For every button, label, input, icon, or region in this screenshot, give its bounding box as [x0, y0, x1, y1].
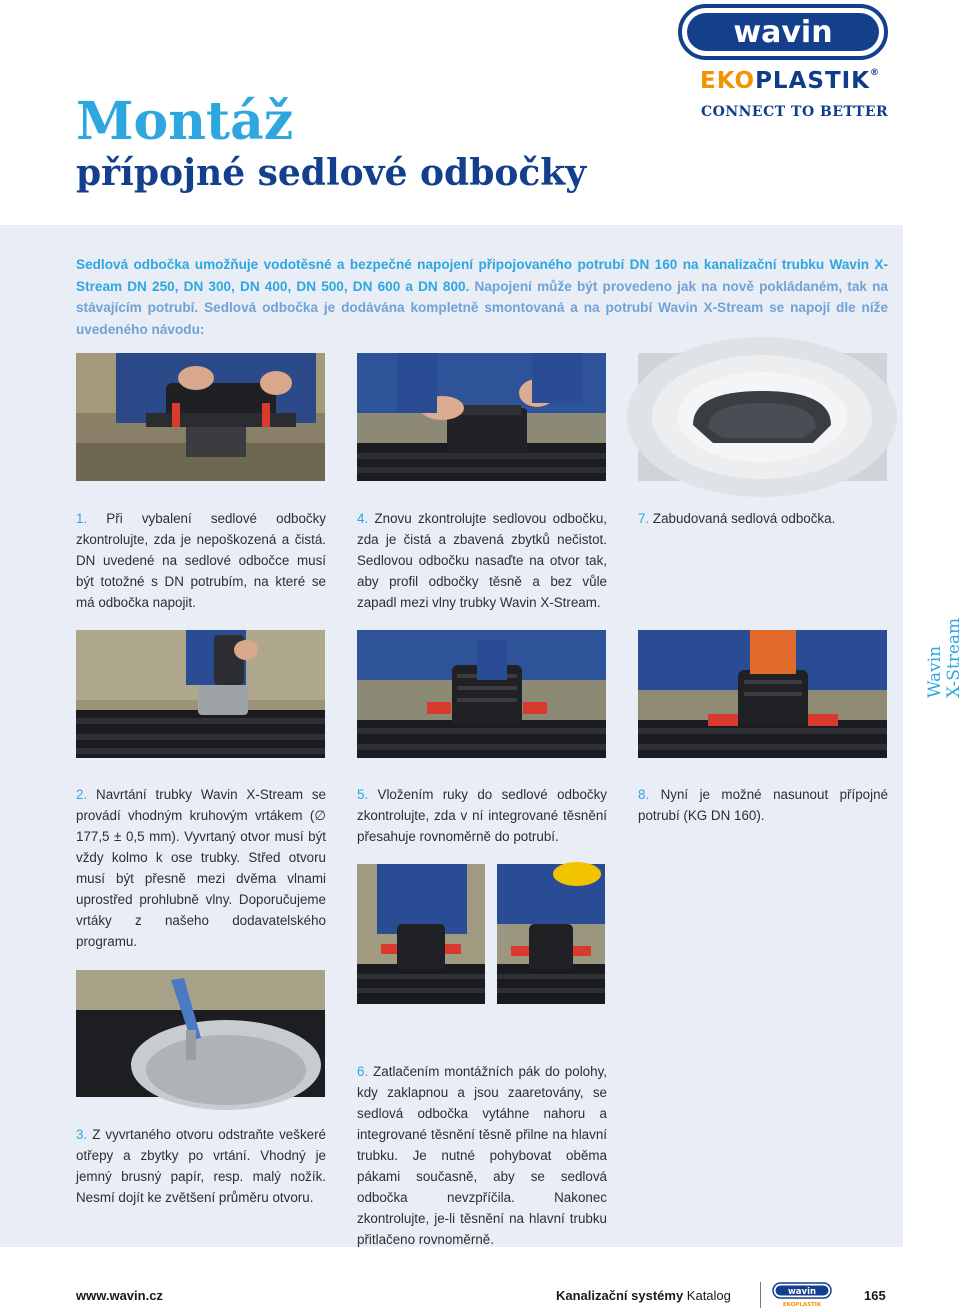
footer-divider: [760, 1282, 761, 1308]
wavin-logo: [678, 4, 888, 60]
intro-paragraph: Sedlová odbočka umožňuje vodotěsné a bezpečné napojení připojovaného potrubí DN 160 na kanalizační trubku Wavin X-Stream DN 250, DN 300, DN 400, DN 500, DN 600 a DN 800. Napojení může být provedeno jak na nově pokládaném, tak na stávajícím potrubí. Sedlová odbočka je dodávána kompletně smontovaná a na potrubí Wavin X-Stream se napojí dle níže uvedeného návodu:: [76, 257, 888, 337]
svg-text:wavin: wavin: [787, 1287, 817, 1297]
svg-text:EKOPLASTIK: EKOPLASTIK: [782, 1302, 822, 1308]
step-3-text: 3. Z vyvrtaného otvoru odstraňte veškeré otřepy a zbytky po vrtání. Vhodný je jemný brusný papír, resp. malý nožík. Nesmí dojít ke zvětšení průměru otvoru.: [76, 1127, 326, 1205]
step-1-text: 1. Při vybalení sedlové odbočky zkontrolujte, zda je nepoškozená a čistá. DN uvedené na sedlové odbočce musí být totožné s DN potrubím, na které se má odbočka napojit.: [76, 511, 326, 610]
side-label: Wavin X-Stream: [925, 617, 964, 698]
step-4-text: 4. Znovu zkontrolujte sedlovou odbočku, zda je čistá a zbavená zbytků nečistot. Sedlovou odbočku nasaďte na otvor tak, aby profil odbočky těsně a bez vůle zapadl mezi vlny trubky Wavin X-Stream.: [357, 511, 607, 610]
step-2-text: 2. Navrtání trubky Wavin X-Stream se provádí vhodným kruhovým vrtákem (∅ 177,5 ± 0,5 mm). Vyvrtaný otvor musí být vždy kolmo k ose trubky. Střed otvoru musí být přesně mezi dvěma vlnami uprostřed prohlubně vlny. Doporučujeme vrtáky z našeho dodavatelského programu.: [76, 787, 326, 949]
step-6-text: 6. Zatlačením montážních pák do polohy, kdy zaklapnou a jsou zaaretovány, se sedlová odbočka vytáhne nahoru a integrované těsnění těsně přilne na hlavní trubku. Je nutné pohybovat oběma pákami současně, aby se sedlová odbočka nevzpříčila. Nakonec zkontrolujte, je-li těsnění na hlavní trubku přitlačeno rovnoměrně.: [357, 1064, 607, 1247]
wavin-logo-text: wavin: [733, 15, 833, 50]
footer-wavin-logo: [772, 1282, 832, 1308]
step-8-text: 8. Nyní je možné nasunout přípojné potrubí (KG DN 160).: [638, 787, 888, 823]
footer-website-link[interactable]: www.wavin.cz: [76, 1288, 163, 1303]
step-5-text: 5. Vložením ruky do sedlové odbočky zkontrolujte, zda v ní integrované těsnění přesahuje rovnoměrně do potrubí.: [357, 787, 607, 844]
page-title: Montáž: [76, 91, 294, 152]
photo-step-3: [76, 970, 325, 1097]
photo-step-8: [638, 630, 887, 758]
photo-step-2: [76, 630, 325, 758]
page-subtitle: přípojné sedlové odbočky: [76, 152, 587, 194]
page-number: 165: [864, 1288, 886, 1303]
photo-step-5: [357, 630, 606, 758]
ekoplastik-brand: EKOPLASTIK®: [700, 68, 881, 94]
brand-slogan: CONNECT TO BETTER: [701, 104, 889, 120]
photo-step-6b: [497, 864, 605, 1004]
footer-catalog-label: Kanalizační systémy Katalog: [556, 1288, 731, 1303]
photo-step-4: [357, 353, 606, 481]
photo-step-7: [638, 353, 887, 481]
photo-step-1: [76, 353, 325, 481]
photo-step-6a: [357, 864, 485, 1004]
step-7-text: 7. Zabudovaná sedlová odbočka.: [638, 511, 836, 526]
